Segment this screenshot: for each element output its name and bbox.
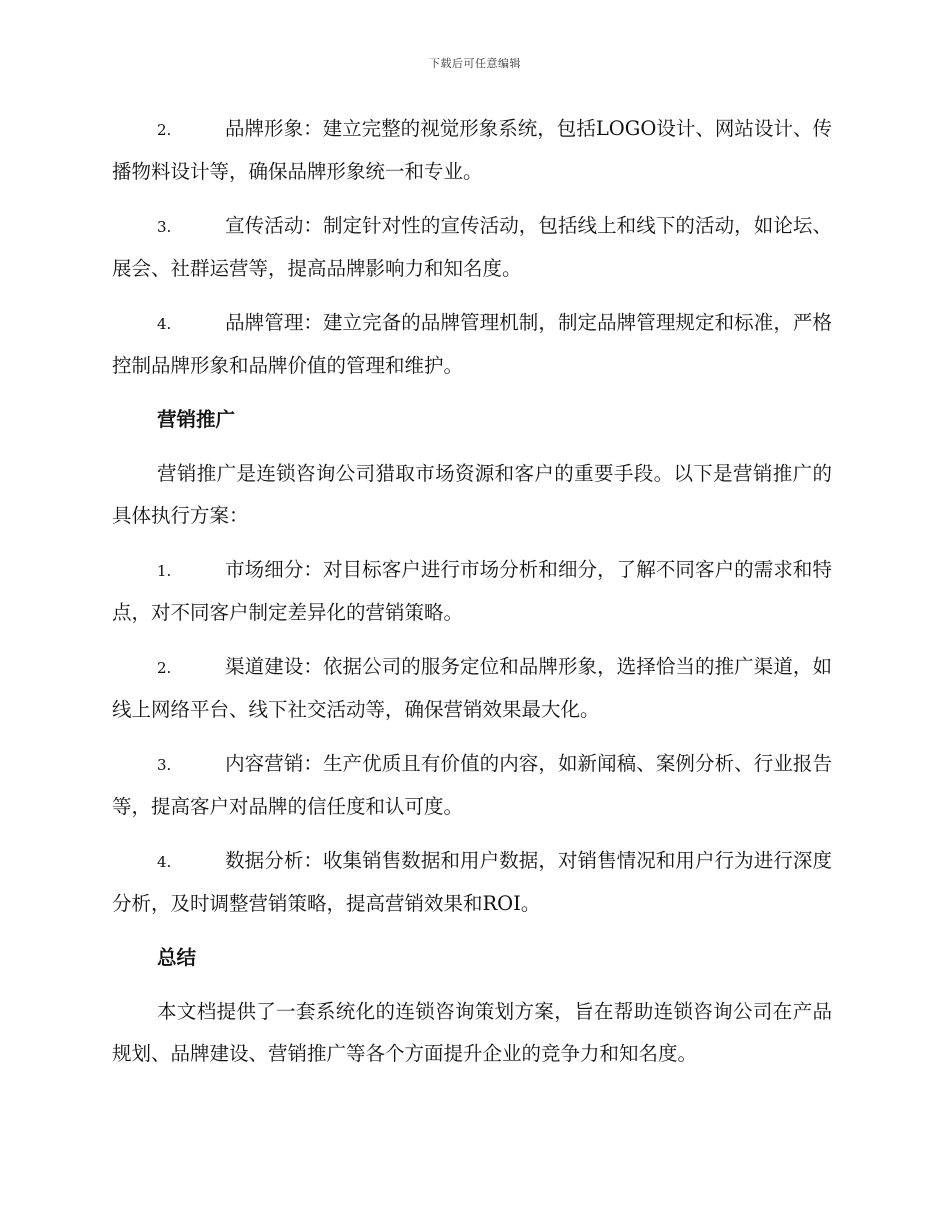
list-number: 4. <box>157 315 172 333</box>
document-body <box>112 108 832 1087</box>
section-heading-marketing: 营销推广 <box>157 408 236 431</box>
list-item-text: 数据分析：收集销售数据和用户数据，对销售情况和用户行为进行深度分析，及时调整营销策略，提高营销效果和ROI。 <box>112 849 832 915</box>
marketing-intro-paragraph: 营销推广是连锁咨询公司猎取市场资源和客户的重要手段。以下是营销推广的具体执行方案： <box>112 462 832 527</box>
page-header: 下载后可任意编辑 <box>429 57 521 70</box>
list-item-text: 内容营销：生产优质且有价值的内容，如新闻稿、案例分析、行业报告等，提高客户对品牌的信任度和认可度。 <box>112 752 832 818</box>
list-item-text: 品牌形象：建立完整的视觉形象系统，包括LOGO设计、网站设计、传播物料设计等，确保品牌形象统一和专业。 <box>112 117 832 183</box>
list-number: 3. <box>157 218 172 236</box>
list-item-channel-building <box>112 646 832 731</box>
summary-paragraph: 本文档提供了一套系统化的连锁咨询策划方案，旨在帮助连锁咨询公司在产品规划、品牌建设、营销推广等各个方面提升企业的竞争力和知名度。 <box>112 1000 832 1065</box>
list-number: 3. <box>157 756 172 774</box>
list-item-promotion <box>112 205 832 290</box>
list-number: 2. <box>157 121 172 139</box>
list-item-text: 品牌管理：建立完备的品牌管理机制，制定品牌管理规定和标准，严格控制品牌形象和品牌价值的管理和维护。 <box>112 311 832 377</box>
list-item-data-analysis <box>112 840 832 925</box>
list-item-brand-image <box>112 108 832 193</box>
list-number: 4. <box>157 853 172 871</box>
list-item-market-segmentation <box>112 549 832 634</box>
list-item-brand-management <box>112 302 832 387</box>
list-item-content-marketing <box>112 743 832 828</box>
list-item-text: 市场细分：对目标客户进行市场分析和细分，了解不同客户的需求和特点，对不同客户制定差异化的营销策略。 <box>112 558 832 624</box>
list-item-text: 宣传活动：制定针对性的宣传活动，包括线上和线下的活动，如论坛、展会、社群运营等，提高品牌影响力和知名度。 <box>112 214 832 280</box>
list-number: 1. <box>157 562 172 580</box>
list-number: 2. <box>157 659 172 677</box>
list-item-text: 渠道建设：依据公司的服务定位和品牌形象，选择恰当的推广渠道，如线上网络平台、线下社交活动等，确保营销效果最大化。 <box>112 655 832 721</box>
section-heading-summary: 总结 <box>157 946 197 969</box>
